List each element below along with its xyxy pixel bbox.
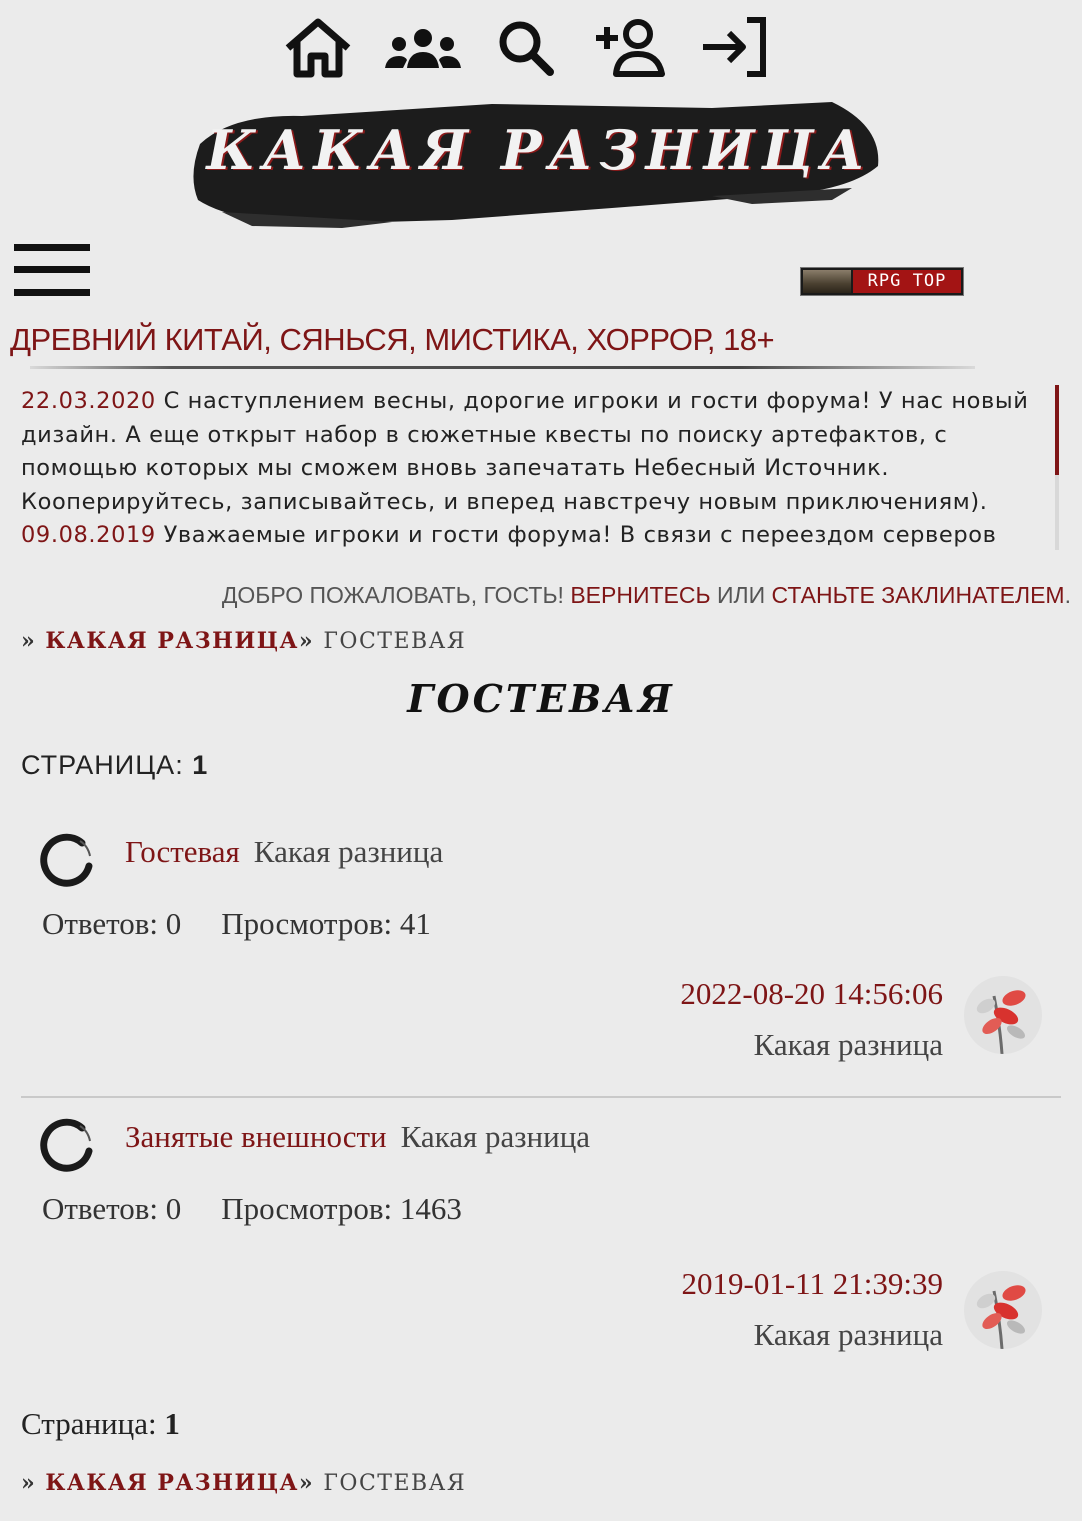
tagline-divider <box>30 366 975 369</box>
pagination-current: 1 <box>164 1406 180 1441</box>
breadcrumb-current: ГОСТЕВАЯ <box>323 1471 467 1496</box>
page-title: ГОСТЕВАЯ <box>407 676 675 721</box>
pagination-bottom <box>21 1406 180 1442</box>
welcome-middle: ИЛИ <box>710 582 772 608</box>
last-post-author: Какая разница <box>753 1027 943 1062</box>
rpg-top-image <box>803 270 851 293</box>
announcement-box[interactable] <box>21 385 1043 550</box>
last-post-date-link[interactable]: 2019-01-11 21:39:39 <box>681 1266 943 1301</box>
breadcrumb-bottom <box>21 1470 466 1496</box>
menu-icon[interactable] <box>14 244 90 298</box>
breadcrumb-separator: » <box>298 628 324 654</box>
announcement-item <box>21 519 1043 550</box>
pagination-label: СТРАНИЦА: <box>21 750 193 780</box>
topic-replies: Ответов: 0 <box>42 906 182 941</box>
announcement-scrollbar[interactable] <box>1055 385 1059 550</box>
rpg-top-label: RPG TOP <box>853 270 961 293</box>
topic-views: Просмотров: 1463 <box>221 1191 462 1226</box>
topic-stats <box>42 1191 462 1227</box>
logo-text: КАКАЯ РАЗНИЦА <box>206 118 872 182</box>
topic-title-link[interactable]: Занятые внешности <box>125 1119 387 1154</box>
breadcrumb-current: ГОСТЕВАЯ <box>323 629 467 654</box>
announcement-text: Уважаемые игроки и гости форума! В связи с переездом серверов <box>155 522 997 548</box>
login-icon[interactable] <box>697 14 777 84</box>
topic-row <box>0 830 1082 1120</box>
welcome-suffix: . <box>1064 582 1071 608</box>
topic-stats <box>42 906 431 942</box>
breadcrumb-forum-link[interactable]: КАКАЯ РАЗНИЦА <box>45 1470 299 1496</box>
topic-author: Какая разница <box>400 1119 591 1154</box>
breadcrumb-forum-link[interactable]: КАКАЯ РАЗНИЦА <box>45 628 299 654</box>
topic-title-row <box>125 1119 590 1155</box>
announcement-scroll-thumb[interactable] <box>1055 385 1059 475</box>
forum-tagline: ДРЕВНИЙ КИТАЙ, СЯНЬСЯ, МИСТИКА, ХОРРОР, 18+ <box>10 322 775 357</box>
breadcrumb-separator: » <box>21 1470 46 1496</box>
home-icon[interactable] <box>278 14 358 84</box>
announcement-text: С наступлением весны, дорогие игроки и гости форума! У нас новый дизайн. А еще открыт набор в сюжетные квесты по поиску артефактов, с помощью которых мы сможем вновь запечатать Небесный Источник. Кооперируйтесь, записывайтесь, и вперед навстречу новым приключениям). <box>21 388 1029 515</box>
site-logo[interactable] <box>192 96 886 230</box>
breadcrumb-separator: » <box>21 628 46 654</box>
users-icon[interactable] <box>383 14 463 84</box>
announcement-item <box>21 385 1043 519</box>
top-nav <box>0 14 1082 84</box>
topic-replies: Ответов: 0 <box>42 1191 182 1226</box>
last-post-author: Какая разница <box>753 1317 943 1352</box>
login-link[interactable]: ВЕРНИТЕСЬ <box>570 582 711 608</box>
avatar[interactable] <box>964 976 1042 1054</box>
topic-status-icon <box>36 830 98 892</box>
announcement-date: 22.03.2020 <box>21 388 156 414</box>
topic-status-icon <box>36 1115 98 1177</box>
rpg-top-button[interactable] <box>800 267 964 296</box>
welcome-prefix: ДОБРО ПОЖАЛОВАТЬ, ГОСТЬ! <box>221 582 571 608</box>
breadcrumb-separator: » <box>298 1470 324 1496</box>
topic-views: Просмотров: 41 <box>221 906 431 941</box>
announcement-date: 09.08.2019 <box>21 522 156 548</box>
topic-row <box>0 1115 1082 1405</box>
welcome-message <box>222 582 1071 609</box>
avatar[interactable] <box>964 1271 1042 1349</box>
register-link[interactable]: СТАНЬТЕ ЗАКЛИНАТЕЛЕМ <box>771 582 1065 608</box>
topic-title-link[interactable]: Гостевая <box>125 834 240 869</box>
last-post-date-link[interactable]: 2022-08-20 14:56:06 <box>680 976 943 1011</box>
search-icon[interactable] <box>486 14 566 84</box>
breadcrumb <box>21 628 466 654</box>
topic-title-row <box>125 834 443 870</box>
add-user-icon[interactable] <box>592 14 672 84</box>
pagination-current: 1 <box>192 750 209 780</box>
topic-author: Какая разница <box>253 834 444 869</box>
pagination-label: Страница: <box>21 1406 165 1441</box>
pagination-top <box>21 750 208 781</box>
topic-divider <box>21 1096 1061 1098</box>
